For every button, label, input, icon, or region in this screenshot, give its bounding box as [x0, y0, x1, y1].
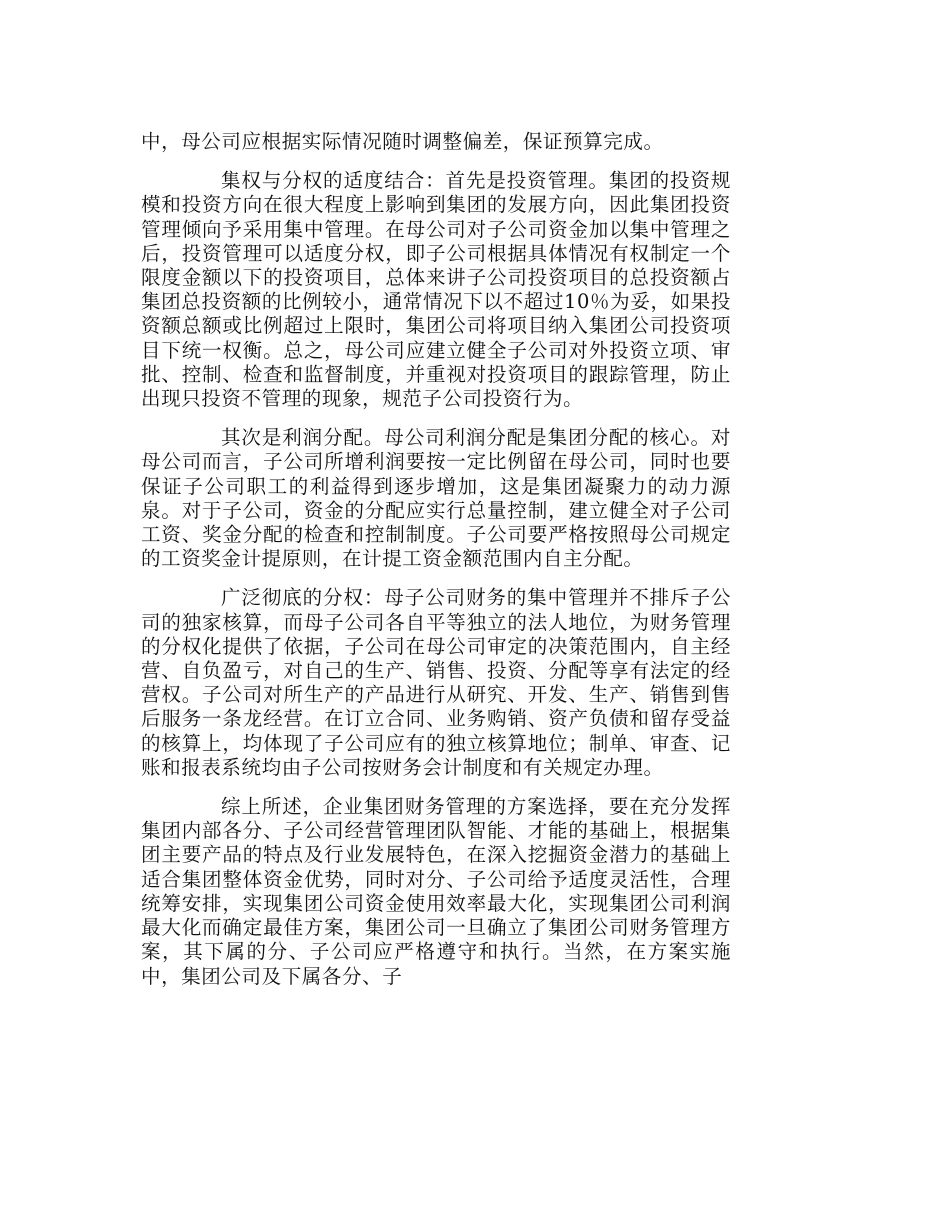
paragraph-decentralization: 广泛彻底的分权：母子公司财务的集中管理并不排斥子公司的独家核算，而母子公司各自平等独立的法人地位，为财务管理的分权化提供了依据，子公司在母公司审定的决策范围内，自主经营、自负盈亏，对自己的生产、销售、投资、分配等享有法定的经营权。子公司对所生产的产品进行从研究、开发、生产、销售到售后服务一条龙经营。在订立合同、业务购销、资产负债和留存受益的核算上，均体现了子公司应有的独立核算地位；制单、审查、记账和报表系统均由子公司按财务会计制度和有关规定办理。 [141, 586, 731, 779]
document-body [141, 130, 731, 1004]
paragraph-profit-distribution: 其次是利润分配。母公司利润分配是集团分配的核心。对母公司而言，子公司所增利润要按一定比例留在母公司，同时也要保证子公司职工的利益得到逐步增加，这是集团凝聚力的动力源泉。对于子公司，资金的分配应实行总量控制，建立健全对子公司工资、奖金分配的检查和控制制度。子公司要严格按照母公司规定的工资奖金计提原则，在计提工资金额范围内自主分配。 [141, 426, 731, 571]
paragraph-investment-management: 集权与分权的适度结合：首先是投资管理。集团的投资规模和投资方向在很大程度上影响到集团的发展方向，因此集团投资管理倾向予采用集中管理。在母公司对子公司资金加以集中管理之后，投资管理可以适度分权，即子公司根据具体情况有权制定一个限度金额以下的投资项目，总体来讲子公司投资项目的总投资额占集团总投资额的比例较小，通常情况下以不超过10％为妥，如果投资额总额或比例超过上限时，集团公司将项目纳入集团公司投资项目下统一权衡。总之，母公司应建立健全子公司对外投资立项、审批、控制、检查和监督制度，并重视对投资项目的跟踪管理，防止出现只投资不管理的现象，规范子公司投资行为。 [141, 169, 731, 411]
paragraph-budget-continuation: 中，母公司应根据实际情况随时调整偏差，保证预算完成。 [141, 130, 664, 153]
paragraph-conclusion: 综上所述，企业集团财务管理的方案选择，要在充分发挥集团内部各分、子公司经营管理团队智能、才能的基础上，根据集团主要产品的特点及行业发展特色，在深入挖掘资金潜力的基础上适合集团整体资金优势，同时对分、子公司给予适度灵活性，合理统筹安排，实现集团公司资金使用效率最大化，实现集团公司利润最大化而确定最佳方案，集团公司一旦确立了集团公司财务管理方案，其下属的分、子公司应严格遵守和执行。当然，在方案实施中，集团公司及下属各分、子 [141, 795, 731, 988]
